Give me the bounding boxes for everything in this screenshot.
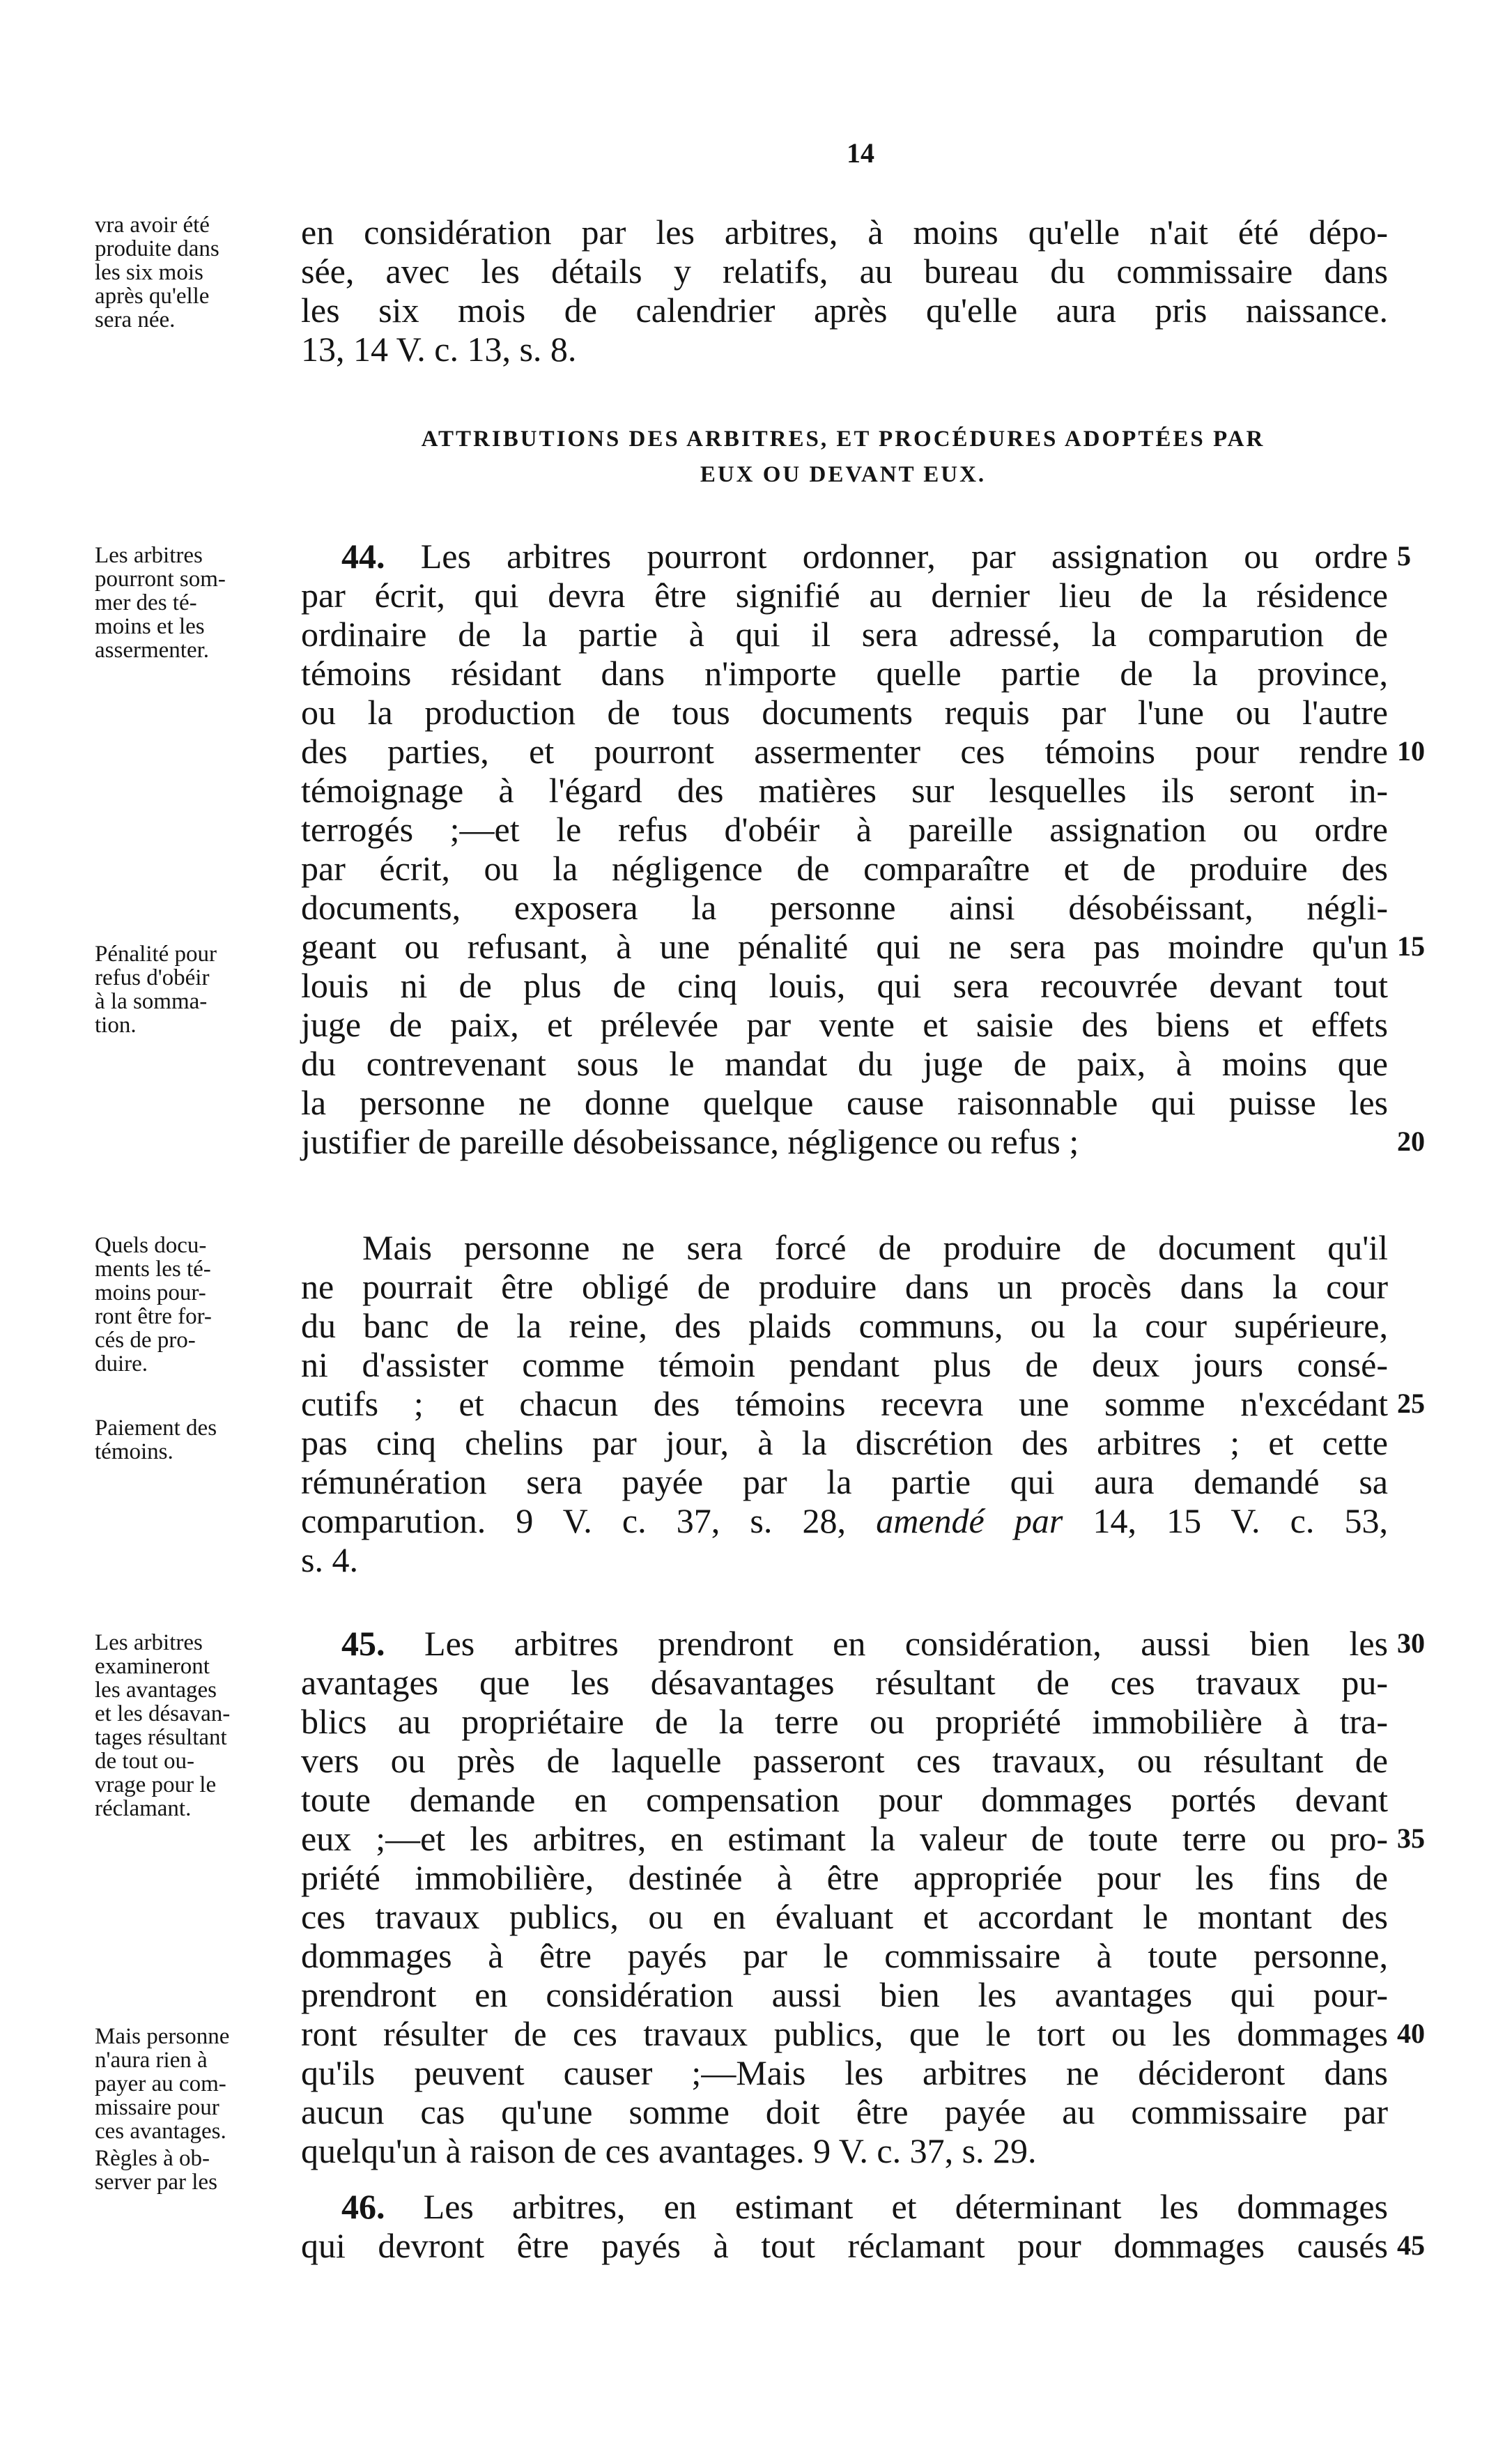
margin-note-line: sera née. [95,307,176,332]
margin-note-line: tages résultant [95,1725,227,1750]
margin-note-line: missaire pour [95,2095,219,2120]
body-line: qui devront être payés à tout réclamant pour dommages causés [301,2226,1388,2265]
line-number: 15 [1397,930,1425,962]
margin-note [95,2147,290,2194]
line-number: 10 [1397,735,1425,767]
section-number: 45. [341,1624,385,1663]
margin-note-line: moins et les [95,614,205,639]
margin-note-line: Les arbitres [95,543,203,568]
body-line: en considération par les arbitres, à moins qu'elle n'ait été dépo- [301,213,1388,252]
margin-note-line: ces avantages. [95,2119,226,2144]
margin-note-line: Pénalité pour [95,942,217,967]
section-45-first-line: 45. Les arbitres prendront en considération, aussi bien les [341,1624,1388,1663]
margin-note-line: les six mois [95,260,203,285]
section-heading: EUX OU DEVANT EUX. [700,462,987,487]
body-line: témoignage à l'égard des matières sur lesquelles ils seront in- [301,771,1388,810]
margin-note-line: server par les [95,2170,217,2195]
margin-note-line: n'aura rien à [95,2048,208,2073]
line-number: 20 [1397,1126,1425,1157]
margin-note-line: cés de pro- [95,1328,196,1353]
body-line: justifier de pareille désobeissance, négligence ou refus ; [301,1122,1079,1161]
margin-note-line: refus d'obéir [95,965,210,990]
margin-note-line: réclamant. [95,1796,192,1821]
body-line: aucun cas qu'une somme doit être payée au commissaire par [301,2092,1388,2131]
body-line: par écrit, ou la négligence de comparaître et de produire des [301,849,1388,888]
body-line: prendront en considération aussi bien les avantages qui pour- [301,1975,1388,2014]
margin-note-line: vra avoir été [95,213,210,238]
line-number: 25 [1397,1388,1425,1419]
margin-note-line: Quels docu- [95,1233,207,1258]
body-line: louis ni de plus de cinq louis, qui sera recouvrée devant tout [301,966,1388,1005]
body-line: pas cinq chelins par jour, à la discrétion des arbitres ; et cette [301,1423,1388,1462]
body-line: vers ou près de laquelle passeront ces travaux, ou résultant de [301,1741,1388,1780]
body-line: juge de paix, et prélevée par vente et saisie des biens et effets [301,1005,1388,1044]
line-number: 5 [1397,540,1411,572]
body-line: eux ;—et les arbitres, en estimant la valeur de toute terre ou pro- [301,1819,1388,1858]
margin-note-line: Paiement des [95,1416,217,1441]
body-line: ou la production de tous documents requis par l'une ou l'autre [301,693,1388,732]
body-line: témoins résidant dans n'importe quelle partie de la province, [301,654,1388,693]
section-number: 44. [341,537,385,576]
body-line: s. 4. [301,1540,358,1579]
line-number: 40 [1397,2018,1425,2049]
margin-note [95,1416,290,1464]
margin-note [95,213,290,332]
margin-note-line: témoins. [95,1439,173,1464]
body-line: ne pourrait être obligé de produire dans un procès dans la cour [301,1267,1388,1306]
line-number: 30 [1397,1627,1425,1659]
margin-note [95,2025,290,2143]
body-line: qu'ils peuvent causer ;—Mais les arbitres ne décideront dans [301,2053,1388,2092]
body-line: geant ou refusant, à une pénalité qui ne sera pas moindre qu'un [301,927,1388,966]
citation-text: comparution. 9 V. c. 37, s. 28, [301,1501,847,1540]
margin-note-line: moins pour- [95,1280,206,1305]
body-line: avantages que les désavantages résultant de ces travaux pu- [301,1663,1388,1702]
margin-note [95,942,290,1037]
body-line: ront résulter de ces travaux publics, que le tort ou les dommages [301,2014,1388,2053]
body-line: blics au propriétaire de la terre ou propriété immobilière à tra- [301,1702,1388,1741]
margin-note-line: ments les té- [95,1257,211,1282]
margin-note-line: les avantages [95,1678,217,1703]
line-number: 45 [1397,2230,1425,2261]
body-line: les six mois de calendrier après qu'elle aura pris naissance. [301,291,1388,330]
body-line: ordinaire de la partie à qui il sera adressé, la comparution de [301,615,1388,654]
body-line: 13, 14 V. c. 13, s. 8. [301,330,577,369]
margin-note [95,1234,290,1376]
citation-text: 14, 15 V. c. 53, [1093,1501,1389,1540]
margin-note-line: Mais personne [95,2024,230,2049]
margin-note-line: à la somma- [95,989,208,1014]
body-line: priété immobilière, destinée à être appropriée pour les fins de [301,1858,1388,1897]
body-line: des parties, et pourront assermenter ces témoins pour rendre [301,732,1388,771]
section-number: 46. [341,2187,385,2226]
line-number: 35 [1397,1823,1425,1854]
section-44-first-line: 44. Les arbitres pourront ordonner, par assignation ou ordre [341,537,1388,576]
body-line-with-citation [301,1501,1388,1540]
body-line: du contrevenant sous le mandat du juge de paix, à moins que [301,1044,1388,1083]
body-line: du banc de la reine, des plaids communs, ou la cour supérieure, [301,1306,1388,1345]
margin-note-line: ront être for- [95,1304,212,1329]
margin-note-line: examineront [95,1654,210,1679]
margin-note-line: duire. [95,1351,148,1376]
margin-note [95,544,290,662]
body-line: la personne ne donne quelque cause raisonnable qui puisse les [301,1083,1388,1122]
margin-note-line: Les arbitres [95,1630,203,1655]
section-heading: ATTRIBUTIONS DES ARBITRES, ET PROCÉDURES ADOPTÉES PAR [421,427,1265,452]
margin-note-line: produite dans [95,236,219,261]
margin-note-line: après qu'elle [95,284,210,309]
margin-note-line: pourront som- [95,567,226,592]
body-line: dommages à être payés par le commissaire à toute personne, [301,1936,1388,1975]
margin-note-line: payer au com- [95,2071,226,2096]
margin-note-line: Règles à ob- [95,2146,210,2171]
body-line: documents, exposera la personne ainsi désobéissant, négli- [301,888,1388,927]
body-line: terrogés ;—et le refus d'obéir à pareille assignation ou ordre [301,810,1388,849]
body-line: toute demande en compensation pour dommages portés devant [301,1780,1388,1819]
body-line: rémunération sera payée par la partie qui aura demandé sa [301,1462,1388,1501]
page-number: 14 [847,137,874,169]
margin-note-line: et les désavan- [95,1701,231,1726]
body-line: ces travaux publics, ou en évaluant et accordant le montant des [301,1897,1388,1936]
section-46-first-line: 46. Les arbitres, en estimant et déterminant les dommages [341,2187,1388,2226]
margin-note-line: mer des té- [95,590,197,615]
body-line: cutifs ; et chacun des témoins recevra une somme n'excédant [301,1384,1388,1423]
body-line: ni d'assister comme témoin pendant plus de deux jours consé- [301,1345,1388,1384]
margin-note [95,1631,290,1820]
margin-note-line: tion. [95,1013,137,1038]
paragraph-first-line: Mais personne ne sera forcé de produire de document qu'il [362,1228,1388,1267]
margin-note-line: vrage pour le [95,1772,217,1797]
amended-by-italic: amendé par [876,1501,1063,1540]
margin-note-line: assermenter. [95,638,210,663]
body-line: sée, avec les détails y relatifs, au bureau du commissaire dans [301,252,1388,291]
body-line: par écrit, qui devra être signifié au dernier lieu de la résidence [301,576,1388,615]
margin-note-line: de tout ou- [95,1749,194,1774]
body-line: quelqu'un à raison de ces avantages. 9 V. c. 37, s. 29. [301,2131,1037,2170]
